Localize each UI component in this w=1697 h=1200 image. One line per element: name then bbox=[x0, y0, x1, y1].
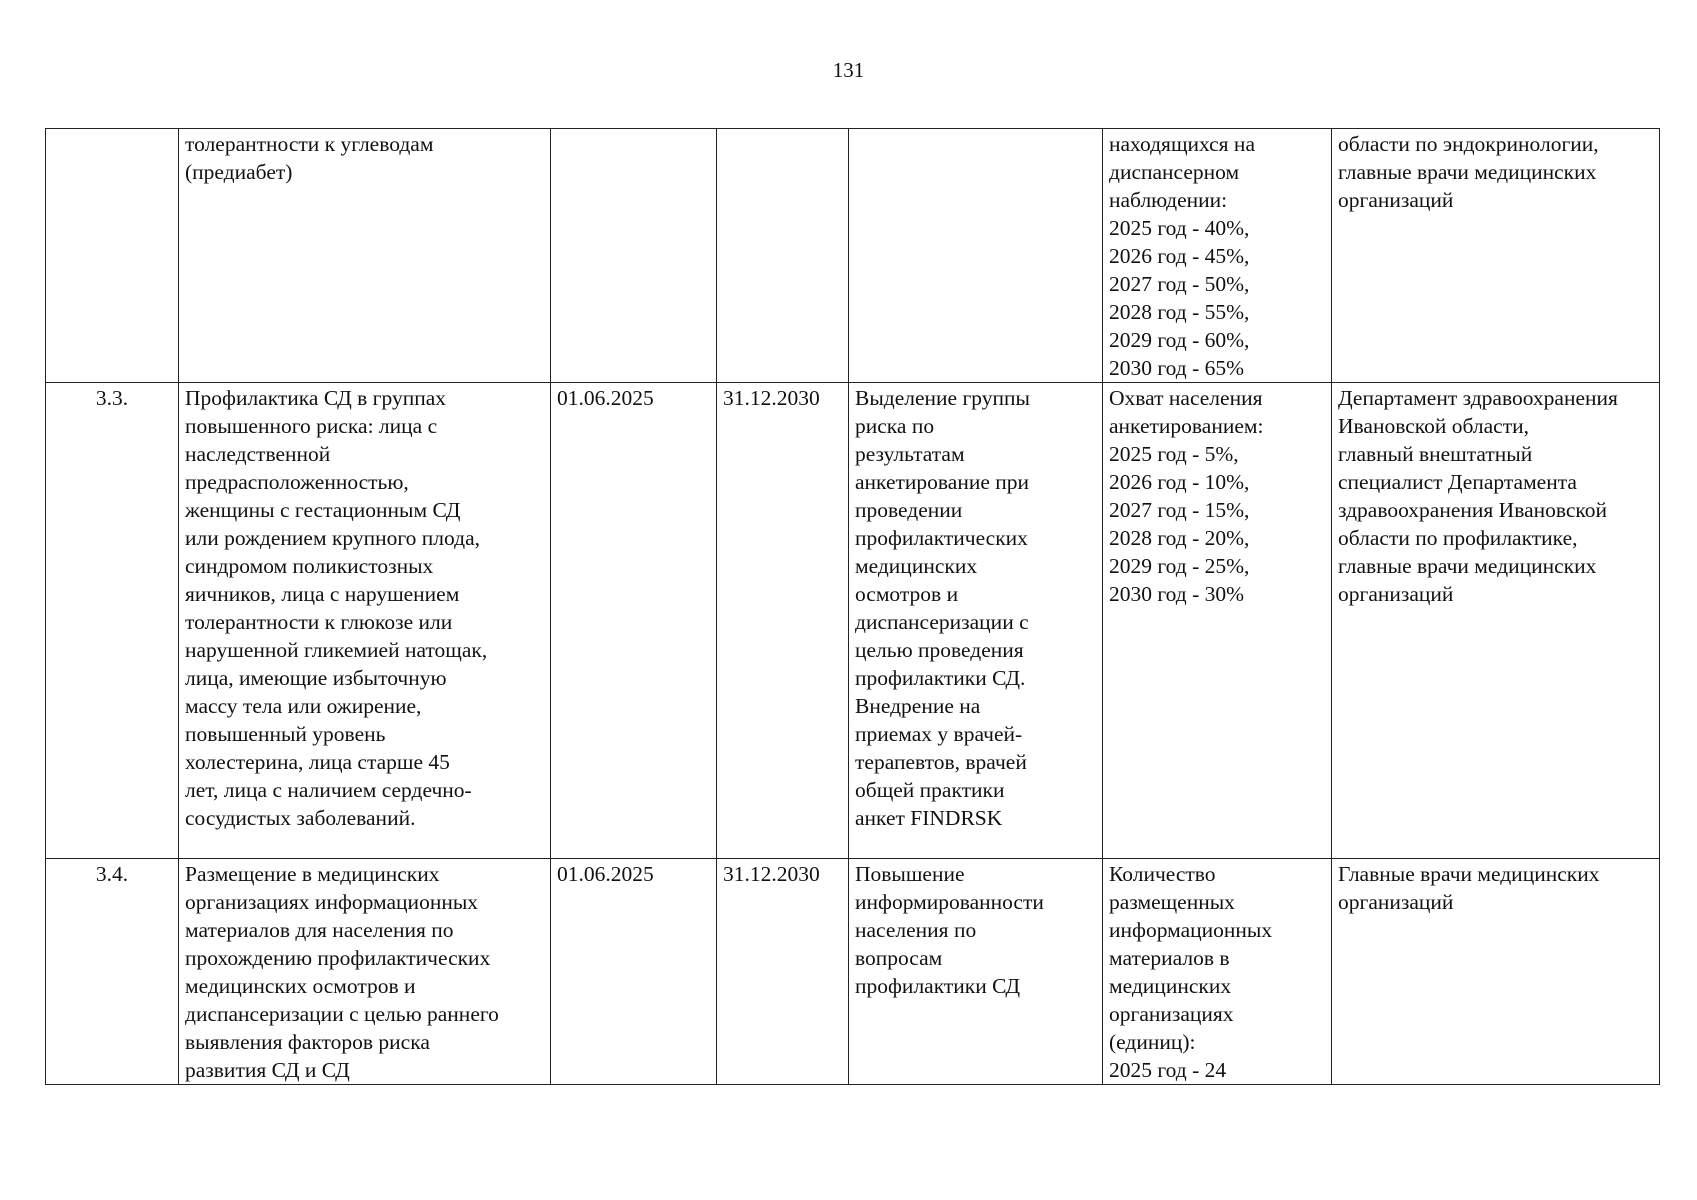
measure-name-cell bbox=[179, 383, 551, 859]
cell-text-line: организациях bbox=[1109, 1002, 1234, 1026]
cell-text-line: 2025 год - 5%, bbox=[1109, 442, 1239, 466]
cell-text-line: толерантности к глюкозе или bbox=[185, 610, 453, 634]
measure-name-cell bbox=[179, 859, 551, 1085]
end-date-cell bbox=[717, 129, 849, 383]
cell-text-line: 2030 год - 65% bbox=[1109, 356, 1245, 380]
cell-text-line: специалист Департамента bbox=[1338, 470, 1577, 494]
cell-text-line: 2026 год - 45%, bbox=[1109, 244, 1250, 268]
cell-text-line: наблюдении: bbox=[1109, 188, 1228, 212]
cell-text-line: диспансеризации с целью раннего bbox=[185, 1002, 499, 1026]
cell-text-line: сосудистых заболеваний. bbox=[185, 806, 416, 830]
cell-text-line: организаций bbox=[1338, 582, 1454, 606]
row-number-cell: 3.4. bbox=[46, 859, 179, 1085]
cell-text-line: нарушенной гликемией натощак, bbox=[185, 638, 488, 662]
cell-text-line: области по профилактике, bbox=[1338, 526, 1578, 550]
cell-text-line: области по эндокринологии, bbox=[1338, 132, 1599, 156]
start-date-cell bbox=[551, 129, 717, 383]
cell-text-line: лет, лица с наличием сердечно- bbox=[185, 778, 472, 802]
measure-name-cell bbox=[179, 129, 551, 383]
start-date-cell: 01.06.2025 bbox=[551, 859, 717, 1085]
cell-text-line: организаций bbox=[1338, 890, 1454, 914]
cell-text-line: общей практики bbox=[855, 778, 1005, 802]
cell-text-line: здравоохранения Ивановской bbox=[1338, 498, 1608, 522]
indicator-cell bbox=[1103, 383, 1332, 859]
cell-text-line: целью проведения bbox=[855, 638, 1024, 662]
cell-text-line: главные врачи медицинских bbox=[1338, 160, 1597, 184]
cell-text-line: 2028 год - 55%, bbox=[1109, 300, 1250, 324]
cell-text-line: находящихся на bbox=[1109, 132, 1255, 156]
cell-text-line: женщины с гестационным СД bbox=[185, 498, 461, 522]
cell-text-line: информационных bbox=[1109, 918, 1273, 942]
table-row bbox=[46, 383, 1660, 859]
row-number-cell: 3.3. bbox=[46, 383, 179, 859]
cell-text-line: 2025 год - 24 bbox=[1109, 1058, 1227, 1082]
expected-result-cell bbox=[849, 859, 1103, 1085]
cell-text-line: риска по bbox=[855, 414, 935, 438]
cell-text-line: 2025 год - 40%, bbox=[1109, 216, 1250, 240]
cell-text-line: анкетирование при bbox=[855, 470, 1030, 494]
cell-text-line: профилактики СД bbox=[855, 974, 1021, 998]
indicator-cell bbox=[1103, 859, 1332, 1085]
cell-text-line: Профилактика СД в группах bbox=[185, 386, 447, 410]
cell-text-line: Департамент здравоохранения bbox=[1338, 386, 1618, 410]
cell-text-line: Охват населения bbox=[1109, 386, 1263, 410]
cell-text-line: Выделение группы bbox=[855, 386, 1030, 410]
indicator-cell bbox=[1103, 129, 1332, 383]
cell-text-line: (предиабет) bbox=[185, 160, 293, 184]
cell-text-line: медицинских bbox=[1109, 974, 1232, 998]
cell-text-line: Главные врачи медицинских bbox=[1338, 862, 1600, 886]
cell-text-line: осмотров и bbox=[855, 582, 959, 606]
cell-text-line: главные врачи медицинских bbox=[1338, 554, 1597, 578]
cell-text-line: терапевтов, врачей bbox=[855, 750, 1027, 774]
cell-text-line: массу тела или ожирение, bbox=[185, 694, 422, 718]
cell-text-line: лица, имеющие избыточную bbox=[185, 666, 447, 690]
cell-text-line: (единиц): bbox=[1109, 1030, 1196, 1054]
cell-text-line: яичников, лица с нарушением bbox=[185, 582, 460, 606]
cell-text-line: холестерина, лица старше 45 bbox=[185, 750, 450, 774]
cell-text-line: информированности bbox=[855, 890, 1044, 914]
responsible-cell bbox=[1332, 129, 1660, 383]
cell-text-line: организациях информационных bbox=[185, 890, 479, 914]
cell-text-line: развития СД и СД bbox=[185, 1058, 350, 1082]
cell-text-line: главный внештатный bbox=[1338, 442, 1533, 466]
end-date-cell: 31.12.2030 bbox=[717, 859, 849, 1085]
cell-text-line: наследственной bbox=[185, 442, 331, 466]
cell-text-line: Внедрение на bbox=[855, 694, 981, 718]
responsible-cell bbox=[1332, 859, 1660, 1085]
cell-text-line: диспансеризации с bbox=[855, 610, 1029, 634]
cell-text-line: населения по bbox=[855, 918, 977, 942]
cell-text-line: материалов в bbox=[1109, 946, 1230, 970]
cell-text-line: 2026 год - 10%, bbox=[1109, 470, 1250, 494]
page-number: 131 bbox=[832, 58, 865, 82]
cell-text-line: Количество bbox=[1109, 862, 1216, 886]
cell-text-line: выявления факторов риска bbox=[185, 1030, 430, 1054]
end-date-cell: 31.12.2030 bbox=[717, 383, 849, 859]
cell-text-line: профилактики СД. bbox=[855, 666, 1026, 690]
cell-text-line: 2027 год - 50%, bbox=[1109, 272, 1250, 296]
cell-text-line: приемах у врачей- bbox=[855, 722, 1023, 746]
cell-text-line: толерантности к углеводам bbox=[185, 132, 434, 156]
table-row bbox=[46, 129, 1660, 383]
cell-text-line: предрасположенностью, bbox=[185, 470, 409, 494]
row-number-cell bbox=[46, 129, 179, 383]
cell-text-line: размещенных bbox=[1109, 890, 1235, 914]
cell-text-line: 2029 год - 60%, bbox=[1109, 328, 1250, 352]
expected-result-cell bbox=[849, 383, 1103, 859]
cell-text-line: синдромом поликистозных bbox=[185, 554, 434, 578]
cell-text-line: 2028 год - 20%, bbox=[1109, 526, 1250, 550]
cell-text-line: 2027 год - 15%, bbox=[1109, 498, 1250, 522]
cell-text-line: результатам bbox=[855, 442, 965, 466]
cell-text-line: Повышение bbox=[855, 862, 965, 886]
cell-text-line: проведении bbox=[855, 498, 963, 522]
cell-text-line: организаций bbox=[1338, 188, 1454, 212]
cell-text-line: медицинских bbox=[855, 554, 978, 578]
cell-text-line: медицинских осмотров и bbox=[185, 974, 416, 998]
cell-text-line: прохождению профилактических bbox=[185, 946, 491, 970]
cell-text-line: анкет FINDRSK bbox=[855, 806, 1003, 830]
cell-text-line: Ивановской области, bbox=[1338, 414, 1529, 438]
cell-text-line: материалов для населения по bbox=[185, 918, 454, 942]
cell-text-line: диспансерном bbox=[1109, 160, 1240, 184]
table-row bbox=[46, 859, 1660, 1085]
expected-result-cell bbox=[849, 129, 1103, 383]
cell-text-line: повышенного риска: лица с bbox=[185, 414, 438, 438]
cell-text-line: Размещение в медицинских bbox=[185, 862, 440, 886]
cell-text-line: или рождением крупного плода, bbox=[185, 526, 481, 550]
cell-text-line: повышенный уровень bbox=[185, 722, 386, 746]
cell-text-line: 2029 год - 25%, bbox=[1109, 554, 1250, 578]
cell-text-line: вопросам bbox=[855, 946, 943, 970]
responsible-cell bbox=[1332, 383, 1660, 859]
start-date-cell: 01.06.2025 bbox=[551, 383, 717, 859]
measures-table bbox=[45, 128, 1660, 1085]
cell-text-line: профилактических bbox=[855, 526, 1028, 550]
cell-text-line: 2030 год - 30% bbox=[1109, 582, 1245, 606]
cell-text-line: анкетированием: bbox=[1109, 414, 1264, 438]
